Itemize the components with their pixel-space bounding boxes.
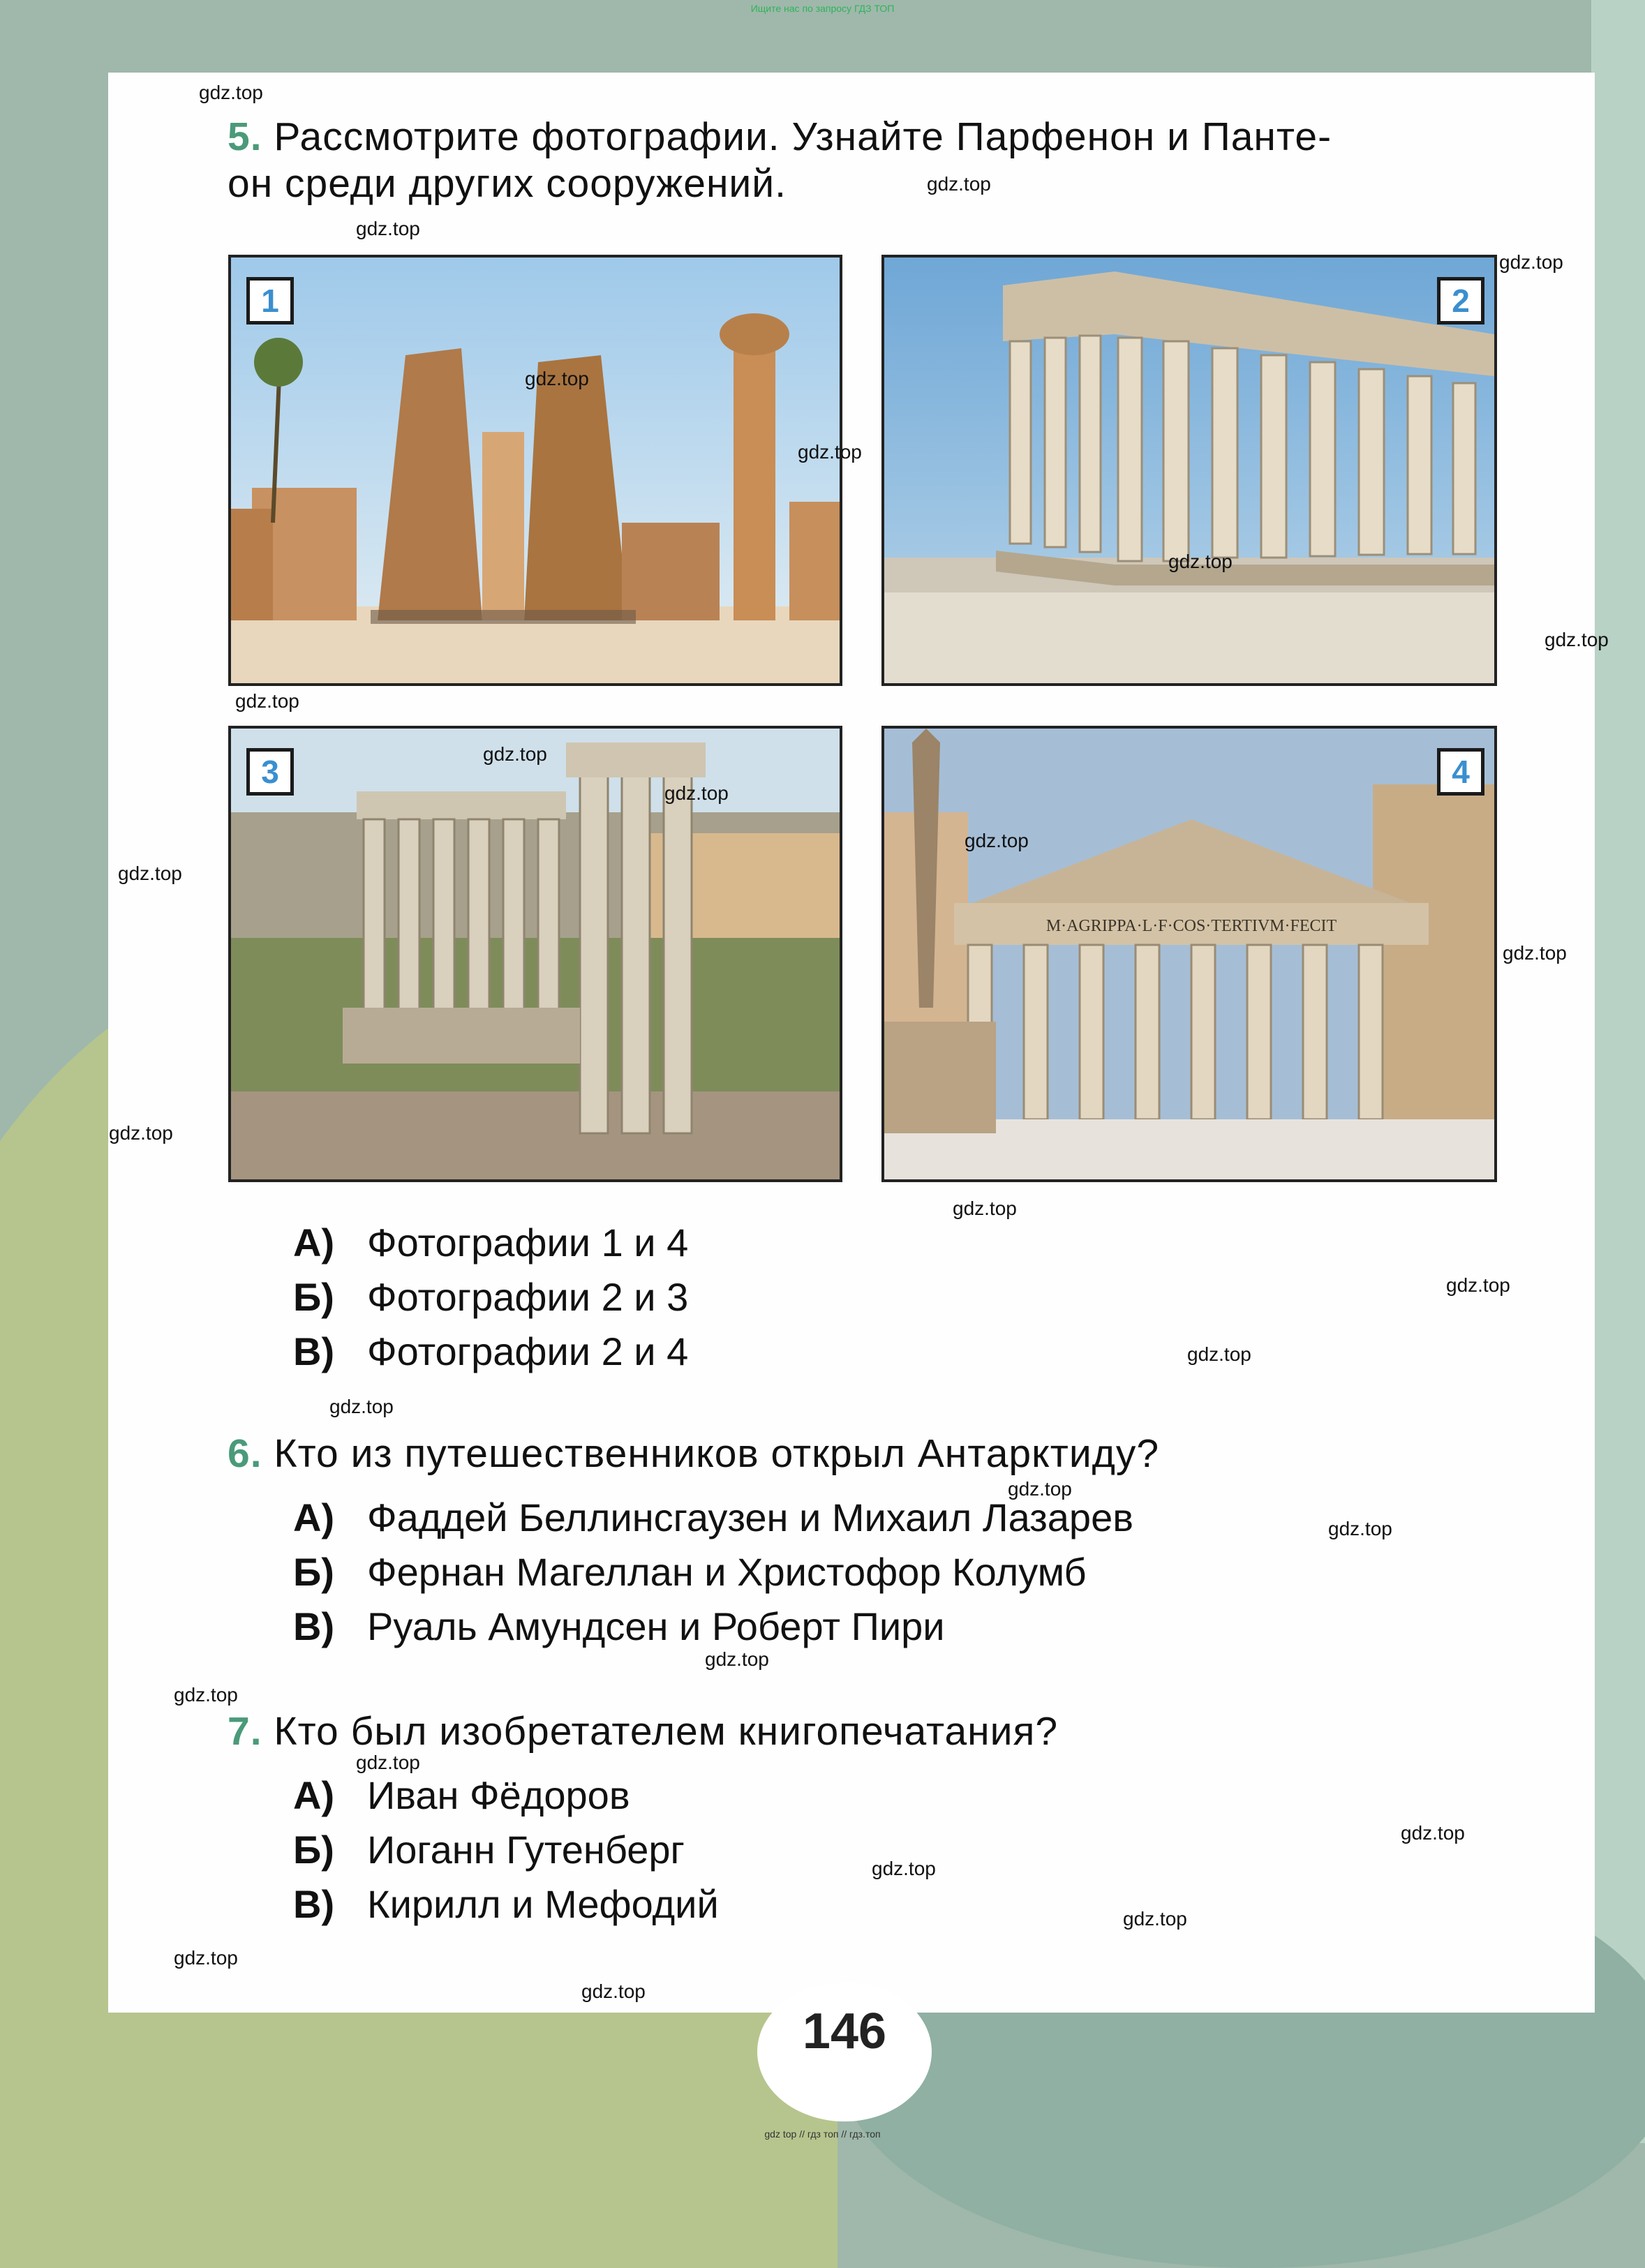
q6-text: Кто из путешественников открыл Антарктиду?: [274, 1431, 1160, 1476]
q6-option-a[interactable]: [293, 1495, 1133, 1540]
q5-option-a[interactable]: [293, 1220, 688, 1265]
q5-number: 5.: [228, 114, 262, 159]
option-letter: А): [293, 1221, 335, 1264]
watermark: gdz.top: [118, 863, 182, 884]
option-letter: А): [293, 1773, 335, 1817]
watermark: gdz.top: [1187, 1343, 1251, 1365]
watermark: gdz.top: [356, 218, 420, 239]
watermark: gdz.top: [965, 830, 1029, 851]
watermark: gdz.top: [1401, 1822, 1465, 1844]
watermark: gdz.top: [581, 1980, 646, 2002]
option-letter: Б): [293, 1550, 334, 1594]
watermark: gdz.top: [872, 1858, 936, 1879]
watermark: gdz.top: [1123, 1908, 1187, 1930]
watermark: gdz.top: [1168, 551, 1233, 572]
watermark: gdz.top: [1328, 1518, 1392, 1539]
option-letter: В): [293, 1329, 335, 1373]
option-text: Руаль Амундсен и Роберт Пири: [367, 1604, 945, 1648]
q7-option-b[interactable]: [293, 1827, 685, 1872]
watermark: gdz.top: [1008, 1478, 1072, 1500]
watermark: gdz.top: [356, 1752, 420, 1773]
q5-line2: [228, 161, 787, 207]
photo-2-parthenon: [881, 255, 1497, 686]
q7-text: Кто был изобретателем книгопечатания?: [274, 1709, 1059, 1754]
q5-text-2: он среди других сооружений.: [228, 161, 787, 206]
q6-line: [228, 1431, 1159, 1477]
bottom-note: gdz top // гдз топ // гдз.топ: [764, 2128, 881, 2140]
photo-4-pantheon: [881, 726, 1497, 1182]
option-letter: А): [293, 1495, 335, 1539]
q6-number: 6.: [228, 1431, 262, 1476]
forum-image: [231, 729, 840, 1179]
option-text: Иоганн Гутенберг: [367, 1828, 685, 1872]
option-text: Фотографии 2 и 3: [367, 1275, 689, 1319]
background-strip: [1591, 0, 1645, 2143]
watermark: gdz.top: [174, 1947, 238, 1969]
parthenon-image: [884, 258, 1494, 683]
option-letter: В): [293, 1604, 335, 1648]
watermark: gdz.top: [1499, 251, 1563, 273]
q5-option-c[interactable]: [293, 1329, 688, 1374]
option-text: Фернан Магеллан и Христофор Колумб: [367, 1550, 1087, 1594]
watermark: gdz.top: [174, 1684, 238, 1706]
option-letter: Б): [293, 1828, 334, 1872]
option-text: Фотографии 1 и 4: [367, 1221, 689, 1264]
karnak-image: [231, 258, 840, 683]
pantheon-inscription: M·AGRIPPA·L·F·COS·TERTIVM·FECIT: [1045, 917, 1337, 935]
photo-label-1: 1: [246, 277, 294, 324]
photo-3-roman-forum: [228, 726, 842, 1182]
photo-label-2: 2: [1437, 277, 1484, 324]
photo-label-4: 4: [1437, 748, 1484, 796]
watermark: gdz.top: [953, 1198, 1017, 1219]
q5-line1: [228, 114, 1332, 160]
q6-option-b[interactable]: [293, 1549, 1087, 1595]
watermark: gdz.top: [1446, 1274, 1510, 1296]
option-text: Иван Фёдоров: [367, 1773, 630, 1817]
watermark: gdz.top: [199, 82, 263, 103]
watermark: gdz.top: [1503, 942, 1567, 964]
option-letter: В): [293, 1882, 335, 1926]
option-letter: Б): [293, 1275, 334, 1319]
watermark: gdz.top: [798, 441, 862, 463]
watermark: gdz.top: [109, 1122, 173, 1144]
pantheon-image: [884, 729, 1494, 1179]
q5-text-1: Рассмотрите фотографии. Узнайте Парфенон и Панте-: [274, 114, 1332, 159]
q7-number: 7.: [228, 1709, 262, 1754]
watermark: gdz.top: [525, 368, 589, 389]
q7-option-c[interactable]: [293, 1881, 719, 1927]
photo-label-3: 3: [246, 748, 294, 796]
option-text: Фаддей Беллинсгаузен и Михаил Лазарев: [367, 1495, 1133, 1539]
watermark: gdz.top: [483, 743, 547, 765]
q7-line: [228, 1708, 1058, 1754]
q7-option-a[interactable]: [293, 1773, 630, 1818]
watermark: gdz.top: [1544, 629, 1609, 650]
photo-1-karnak: [228, 255, 842, 686]
option-text: Фотографии 2 и 4: [367, 1329, 689, 1373]
q6-option-c[interactable]: [293, 1604, 945, 1649]
watermark: gdz.top: [664, 782, 729, 804]
watermark: gdz.top: [927, 173, 991, 195]
option-text: Кирилл и Мефодий: [367, 1882, 719, 1926]
watermark: gdz.top: [705, 1648, 769, 1670]
page-number: 146: [802, 2004, 887, 2059]
top-note: Ищите нас по запросу ГДЗ ТОП: [750, 3, 895, 14]
q5-option-b[interactable]: [293, 1274, 688, 1320]
watermark: gdz.top: [235, 690, 299, 712]
watermark: gdz.top: [329, 1396, 394, 1417]
